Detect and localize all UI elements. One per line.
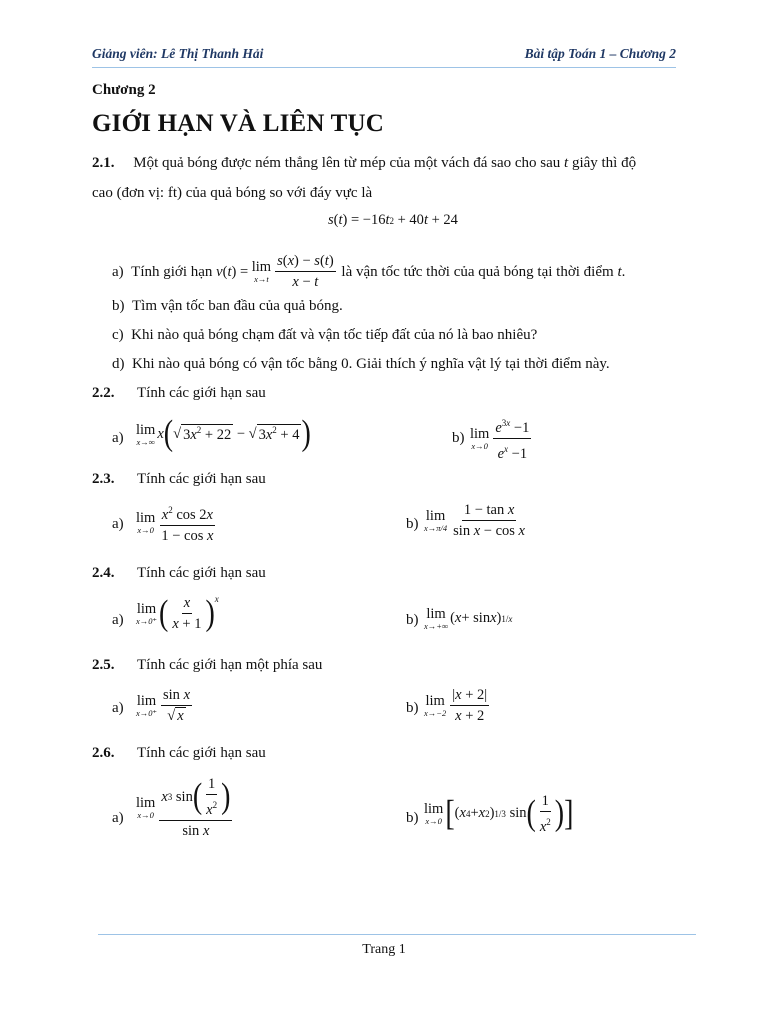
item-text: Khi nào quả bóng chạm đất và vận tốc tiếp đất của nó là bao nhiêu? <box>131 327 538 343</box>
item-label: d) <box>112 356 125 372</box>
problem-text: Tính các giới hạn sau <box>137 471 266 487</box>
variable-t: t <box>564 155 569 171</box>
formula-2-4-b: lim x→+∞ ( x + sin x ) 1/x <box>424 606 513 631</box>
problem-number: 2.3. <box>92 471 115 487</box>
problem-text: Một quả bóng được ném thẳng lên từ mép của một vách đá sao cho sau <box>133 155 561 171</box>
problem-2-3 <box>92 464 266 494</box>
problem-text: cao (đơn vị: ft) của quả bóng so với đáy vực là <box>92 185 373 201</box>
item-label: a) <box>112 516 124 532</box>
item-label: b) <box>452 430 465 446</box>
problem-number: 2.1. <box>92 155 115 171</box>
item-2-1-d <box>112 349 610 379</box>
formula-s-t: s ( t ) = −16 t 2 + 40 t + 24 <box>328 212 458 228</box>
page-title: GIỚI HẠN VÀ LIÊN TỤC <box>92 110 385 137</box>
item-label: b) <box>406 700 419 716</box>
item-label: a) <box>112 810 124 826</box>
item-label: a) <box>112 612 124 628</box>
problem-number: 2.4. <box>92 565 115 581</box>
item-label: c) <box>112 327 124 343</box>
item-2-1-a: a) Tính giới hạn v ( t ) = lim x→t $\frac{s(x) - s(t)}{x - t}$ là vận tốc tức thời của quả bóng tại thời điểm t . <box>112 253 626 290</box>
problem-text: Tính các giới hạn sau <box>137 565 266 581</box>
formula-2-3-a: lim x→0 $\frac{x^2 \cos 2x}{\text{1 − cos x}}$ <box>136 501 217 545</box>
problem-text: Tính các giới hạn sau <box>137 385 266 401</box>
item-label: b) <box>406 612 419 628</box>
header-course: Bài tập Toán 1 – Chương 2 <box>524 46 676 61</box>
problem-text: Tính các giới hạn sau <box>137 745 266 761</box>
problem-text: Tính các giới hạn một phía sau <box>137 657 323 673</box>
formula-2-2-a: lim x→∞ x ( √ $3x^2 + 22$ − √ $3x^2 + 4$ ) <box>136 413 311 454</box>
item-text: Tìm vận tốc ban đầu của quả bóng. <box>132 298 343 314</box>
header-divider <box>92 67 676 68</box>
problem-number: 2.5. <box>92 657 115 673</box>
item-label: a) <box>112 700 124 716</box>
formula-2-5-b: lim x→−2 $\frac{|x + 2|}{x + 2}$ <box>424 687 488 724</box>
formula-velocity: v ( t ) = lim x→t $\frac{s(x) - s(t)}{x - t}$ <box>216 253 334 290</box>
item-text: là vận tốc tức thời của quả bóng tại thời điểm <box>341 263 614 280</box>
formula-2-2-b: lim x→0 $\frac{e^{3x} -1}{e^x -1}$ <box>470 414 533 463</box>
page-number: Trang 1 <box>362 942 406 957</box>
item-text: Tính giới hạn <box>131 263 213 280</box>
item-label: b) <box>406 810 419 826</box>
item-text: Khi nào quả bóng có vận tốc bằng 0. Giải thích ý nghĩa vật lý tại thời điểm này. <box>132 356 610 372</box>
item-2-1-b <box>112 291 343 321</box>
problem-2-1 <box>92 148 704 208</box>
item-label: b) <box>112 298 125 314</box>
formula-2-6-a: lim x→0 x 3 sin ( $\frac{1}{x^2}$ ) sin x <box>136 776 231 839</box>
formula-2-4-a: lim x→0⁺ ( $\frac{x}{x + 1}$ ) $^x$ <box>136 592 219 633</box>
chapter-label: Chương 2 <box>92 82 156 98</box>
formula-2-6-b: lim x→0 [ ( x 4 + x 2 ) 1/3 sin ( $\frac{1}{x^2}$ ) ] <box>424 793 574 835</box>
problem-2-2 <box>92 378 266 408</box>
problem-number: 2.6. <box>92 745 115 761</box>
formula-2-3-b: lim x→π/4 $\frac{\text{1 − tan x}}{\text{sin x − cos x}}$ <box>424 502 525 539</box>
footer-divider <box>98 934 696 935</box>
problem-2-6 <box>92 738 266 768</box>
formula-2-5-a: lim x→0⁺ $\frac{\text{sin x}}{√ x}$ <box>136 687 190 724</box>
item-label: b) <box>406 516 419 532</box>
problem-text: giây thì độ <box>571 155 637 171</box>
item-label: a) <box>112 263 124 280</box>
item-2-1-c <box>112 320 537 350</box>
problem-2-4 <box>92 558 266 588</box>
problem-2-5 <box>92 650 322 680</box>
header-lecturer: Giảng viên: Lê Thị Thanh Hải <box>92 46 264 61</box>
problem-number: 2.2. <box>92 385 115 401</box>
item-label: a) <box>112 430 124 446</box>
